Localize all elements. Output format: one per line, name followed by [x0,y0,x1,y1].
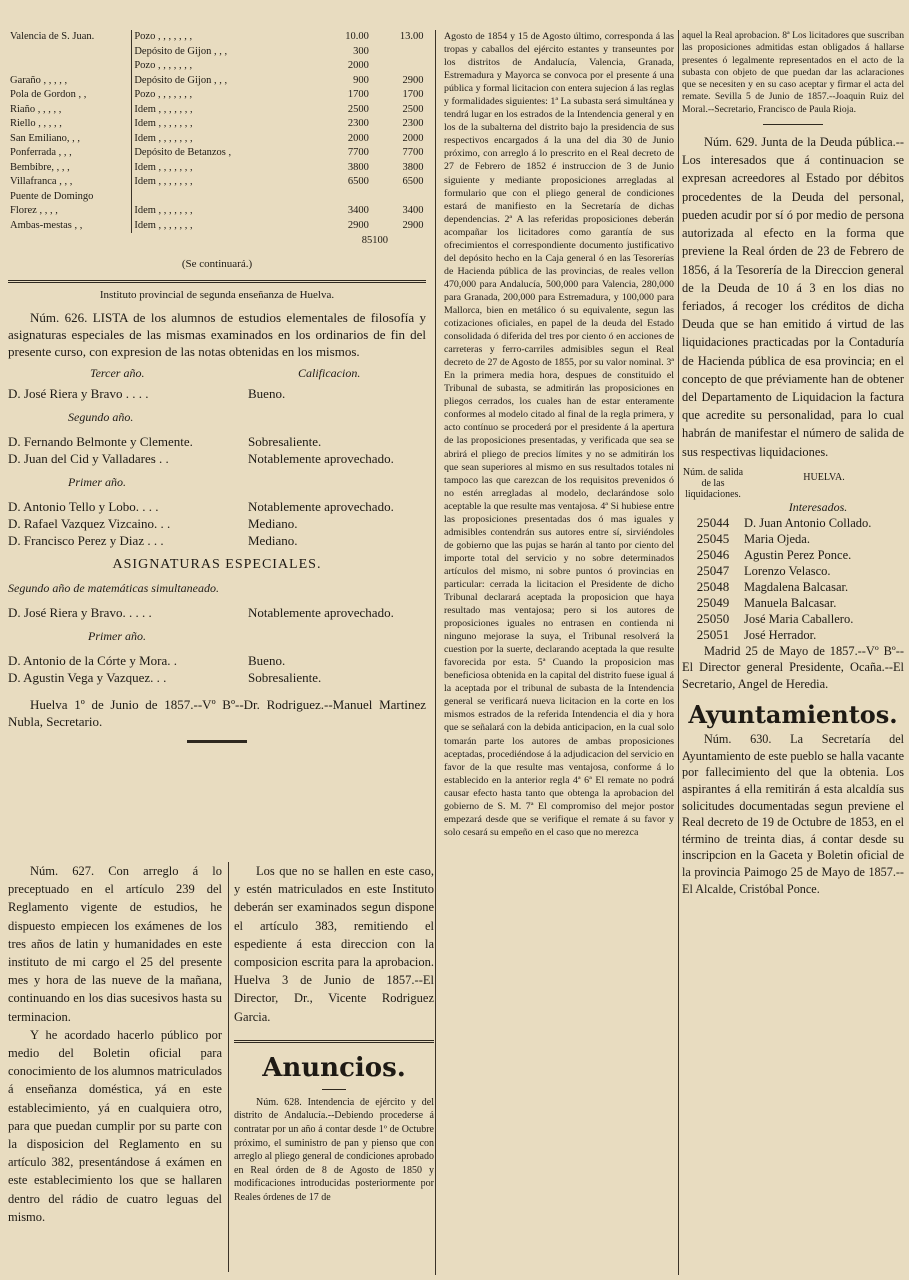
n628-text: Núm. 628. Intendencia de ejército y del distrito de Andalucía.--Debiendo procederse á contratar por un año á contar desde 1º de Octubre próximo, el suministro de pan y pienso que con arreglo al pliego general de condiciones aprobado en Real órden de 8 de Agosto de 1850 y modificaciones introducidas posteriormente por Reales órdenes de 17 de [234,1096,434,1203]
interesado-name: Lorenzo Velasco. [744,563,831,578]
place-cell: Ponferrada , , , [10,147,72,158]
student-row [8,498,426,515]
type-cell: Pozo , , , , , , , [132,30,316,45]
interesados-label: Interesados. [788,499,848,514]
value-cell: 1700 [347,89,369,100]
interesado-name: D. Juan Antonio Collado. [744,515,872,530]
place-cell: San Emiliano, , , [10,132,80,144]
liquidacion-row [682,627,904,643]
instituto-intro: Núm. 626. LISTA de los alumnos de estudios elementales de filosofía y asignaturas especiales de las mismas examinados en los ordinarios de fin del presente curso, con expresion de las notas obtenidas en los mismos. [8,310,426,359]
place-cell: Pola de Gordon , , [10,89,87,100]
type-cell: Idem , , , , , , , [132,132,316,147]
liquidacion-row [682,515,904,531]
student-name: D. Antonio de la Córte y Mora. . [8,653,177,668]
student-row [8,450,426,467]
student-name: D. Rafael Vazquez Vizcaino. . . [8,516,171,531]
student-row [8,532,426,549]
grade-label: Calificacion. [298,366,361,380]
place-cell: Ambas-mestas , , [10,219,83,231]
table-row [8,59,426,74]
place-cell: Valencia de S. Juan. [10,31,95,42]
table-row [8,30,426,45]
liquidacion-row [682,531,904,547]
table-row [8,132,426,147]
student-grade: Notablemente aprovechado. [248,499,394,514]
subtotal-cell: 13.00 [399,31,424,42]
table-row [8,117,426,132]
table-row [8,190,426,205]
table-row [8,175,426,190]
segundo-list [8,433,426,467]
liquidacion-row [682,563,904,579]
student-grade: Notablemente aprovechado. [248,451,394,466]
liquidacion-number: 25044 [696,514,730,530]
liquidacion-number: 25047 [696,562,730,578]
student-row [8,433,426,450]
value-cell: 900 [353,74,369,86]
place-cell: Riaño , , , , , [10,103,62,115]
localities-table [8,30,426,233]
liquidacion-number: 25046 [696,546,730,562]
subtotal-cell: 2900 [402,219,424,231]
n627-para-3: Los que no se hallen en este caso, y estén matriculados en este Instituto deberán ser examinados segun dispone el artículo 383, remitiendo el espediente á esta direccion con la composicion escrita para la aprobacion. Huelva 3 de Junio de 1857.--El Director, Dr., Vicente Rodriguez Garcia. [234,864,434,1024]
liquidacion-row [682,611,904,627]
type-cell: Idem , , , , , , , [132,219,316,234]
n627-para-1: Núm. 627. Con arreglo á lo preceptuado en el artículo 239 del Reglamento vigente de estudios, he dispuesto empiecen los exámenes de los tres años de latin y humanidades en este instituto de mi cargo el 25 del presente mes y hora de las nueve de la mañana, continuando en los dias sucesivos hasta su terminacion. [8,864,222,1024]
liquidacion-number: 25049 [696,594,730,610]
subtotal-cell: 2900 [402,74,424,86]
value-cell: 10.00 [345,31,369,42]
subtotal-cell [371,59,426,74]
place-cell: Villafranca , , , [10,176,73,187]
subtotal-cell: 2000 [402,132,424,144]
value-cell: 3400 [347,205,369,216]
student-grade: Bueno. [248,653,286,668]
tercer-list [8,385,426,402]
student-row [8,669,426,686]
n627-continuation-column [234,862,434,1205]
left-wide-column [8,30,426,749]
type-cell: Pozo , , , , , , , [132,88,316,103]
table-row [8,74,426,89]
type-cell: Depósito de Betanzos , [132,146,316,161]
student-grade: Sobresaliente. [248,670,322,685]
type-cell: Pozo , , , , , , , [132,59,316,74]
column-rule [678,30,679,1275]
table-row [8,204,426,219]
anuncios-title: Anuncios. [262,1052,406,1083]
place-cell: Bembibre, , , , [10,161,70,173]
type-cell: Idem , , , , , , , [132,161,316,176]
table-total: 85100 [361,235,388,246]
liquidacion-number: 25051 [696,626,730,642]
table-row [8,219,426,234]
primer-list [8,498,426,549]
n627-para-2: Y he acordado hacerlo público por medio del Boletin oficial para conocimiento de los alumnos matriculados á enseñanza doméstica, yá en este establecimiento, yá en cualquiera otro, para que puedan cumplir por su parte con la disposicion del Reglamento en su artículo 382, presentándose á exámen en este establecimiento los que se hallaren dentro del rádio de cuatro leguas del mismo. [8,1027,222,1224]
student-grade: Bueno. [248,386,286,401]
right-column [682,30,904,897]
section-divider [234,1040,434,1043]
interesado-name: Maria Ojeda. [744,531,810,546]
student-grade: Mediano. [248,516,298,531]
student-name: D. Fernando Belmonte y Clemente. [8,434,193,449]
value-cell: 300 [353,45,369,57]
especiales-title: ASIGNATURAS ESPECIALES. [112,557,322,572]
student-name: D. José Riera y Bravo . . . . [8,386,149,401]
segundo-label: Segundo año. [68,410,134,424]
type-cell: Depósito de Gijon , , , [132,45,316,60]
student-name: D. Antonio Tello y Lobo. . . . [8,499,159,514]
section-divider [8,280,426,283]
liquidacion-number: 25045 [696,530,730,546]
liquidacion-number: 25050 [696,610,730,626]
ayuntamientos-title: Ayuntamientos. [688,700,898,730]
liquidaciones-number-header: Núm. de salida de las liquidaciones. [682,466,744,500]
table-row [8,103,426,118]
student-grade: Mediano. [248,533,298,548]
liquidacion-number: 25048 [696,578,730,594]
table-row [8,45,426,60]
subtotal-cell: 3400 [402,205,424,216]
table-row [8,88,426,103]
subtotal-cell [371,190,426,205]
student-row [8,604,426,621]
province-header: HUELVA. [803,471,845,483]
value-cell: 3800 [347,161,369,173]
subasta-text: Agosto de 1854 y 15 de Agosto último, corresponda á las tropas y caballos del ejército estantes y transeuntes por los distritos de Andalucía, Valencia, Granada, Estremadura y Mayorca se convoca por el presente á una pública y formal licitacion con entera sujecion á las reglas y formalidades siguientes: 1ª La subasta será simultánea y tendrá lugar en los estrados de la Intendencia general y en los de la subalterna del distrito bajo la presidencia de sus respectivos encargados á la una del dia 30 de Junio próximo, con arreglo á lo prescrito en el Real decreto de 27 de Febrero de 1852 é instruccion de 3 de Junio siguiente y mediante proposiciones arregladas al formulario que con el pliego general de condiciones estará de manifiesto en la Secretaría de dichas dependencias. 2ª A las referidas proposiciones deberán acompañar los licitadores como garantía de sus ofrecimientos el correspondiente documento justificativo del depósito hecho en la Caja general ó en las Tesorerías de Hacienda pública de las provincias, de reales vellon 470,000 para Andalucía, 500,000 para Valencia, 280,000 para Granada, 200,000 para Estremadura, y 100,000 para Mallorca, bien en metálico ó su equivalente, segun las cotizaciones oficiales, en papel de la deuda del Estado consolidada ó diferida del tres por ciento ó en acciones de carreteras y ferro-carriles admisibles segun el Real decreto de 27 de Agosto de 1855, por su valor nominal. 3ª En la primera media hora, despues de constituido el Tribunal de subasta, se admitirán las proposiciones en pliegos cerrados, los cuales han de estar enteramente conformes al modelo citado al final de la regla primera, y acto contínuo se procederá por el presidente á la apertura de las proposiciones presentadas, y verificada que sea se abrirá el pliego de precios límites y no se admitirán los que sean superiores al mismo en sus resultados totales ni tampoco las que carezcan de los requisitos prevenidos ó no estén arregladas al modelo, declarándose solo aceptable la que resulte mas ventajosa. 4ª Si hubiese entre las proposiciones presentadas dos ó mas iguales y admisibles contendrán sus autores entre sí, sirviéndoles de gobierno que las pujas se harán al tanto por ciento del importe total del servicio y no sobre determinados artículos del mismo, ni sobre puntos ó provincias en particular: cerrada la licitacion el Presidente de dicho Tribunal declarará aceptada la proposicion que haya resultado mas ventajosa; pero si los autores de proposiciones iguales no entrasen en contienda ni ninguno mejorase la suya, el Tribunal resolverá la cuestion por la suerte, declarando aceptada la que resulte favorecida por esta. 5ª Cuando la proposicion mas beneficiosa obtenida en la capital del distrito fuese igual á la aceptada por el tribunal de subasta de la Intendencia general se verificará nueva licitacion en la corte en los mismos estrados de la referida Intendencia el dia y hora que se señalará con la debida anticipacion, en la cual solo tomarán parte los autores de ambas proposiciones aceptadas, procediéndose á la adjudicacion del servicio en favor de la que resulte mas ventajosa, conforme á lo establecido en la anterior regla 4ª 6ª El remate no podrá causar efecto hasta tanto que obtenga la aprobacion del gobierno de S. M. 7ª El compromiso del mejor postor empezará desde que se verifique el remate á su favor y solo cesará su empeño en el caso que no merezca [444,31,674,838]
primer-label: Primer año. [68,475,126,489]
place-cell: Riello , , , , , [10,118,62,129]
value-cell: 2300 [347,118,369,129]
value-cell: 2500 [347,103,369,115]
type-cell: Idem , , , , , , , [132,117,316,132]
continued-note: (Se continuará.) [181,258,253,270]
type-cell: Idem , , , , , , , [132,204,316,219]
student-grade: Sobresaliente. [248,434,322,449]
interesado-name: Manuela Balcasar. [744,595,837,610]
instituto-heading: Instituto provincial de segunda enseñanza de Huelva. [99,289,335,301]
table-row [8,146,426,161]
column-rule [435,30,436,1275]
section-divider [187,740,247,743]
value-cell: 6500 [347,176,369,187]
subtotal-cell [371,45,426,60]
subtotal-cell: 2300 [402,118,424,129]
year-label: Tercer año. [90,366,145,380]
student-row [8,385,426,402]
liquidaciones-sign: Madrid 25 de Mayo de 1857.--Vº Bº--El Director general Presidente, Ocaña.--El Secretario, Angel de Heredia. [682,643,904,691]
student-name: D. Juan del Cid y Valladares . . [8,451,169,466]
value-cell [316,190,371,205]
table-row [8,161,426,176]
year-grade-header [8,366,426,381]
place-cell: Puente de Domingo [10,190,94,202]
place-cell: Florez , , , , [10,205,58,216]
value-cell: 7700 [347,147,369,158]
n627-column [8,862,222,1226]
type-cell: Idem , , , , , , , [132,175,316,190]
subasta-end: aquel la Real aprobacion. 8ª Los licitadores que suscriban las proposiciones admitidas estan obligados á hallarse presentes ó legalmente representados en el acto de la subasta con objeto de que puedan dar las aclaraciones que se necesiten y en su caso aceptar y firmar el acta del remate. Sevilla 5 de Junio de 1857.--Joaquin Ruiz del Moral.--Secretario, Francisco de Paula Rioja. [682,30,904,115]
n629-text: Núm. 629. Junta de la Deuda pública.--Los interesados que á continuacion se expresan acreedores al Estado por débitos procedentes de la Deuda del personal, pueden acudir por sí ó por medio de persona autorizada al efecto en la forma que previene la Real órden de 23 de Febrero de 1856, á la Tesorería de la Direccion general de la Deuda de 10 á 3 en los dias no feriados, á recoger los créditos de dicha Deuda que se han emitido á virtud de las liquidaciones practicadas por la Contaduría de Hacienda pública de esa provincia; en el concepto de que préviamente han de obtener del Departamento de Liquidacion la factura que acredite su personalidad, para lo cual habrán de manifestar el número de salida de sus respectivas liquidaciones. [682,135,904,459]
student-row [8,515,426,532]
instituto-sign: Huelva 1º de Junio de 1857.--Vº Bº--Dr. Rodriguez.--Manuel Martinez Nubla, Secretario. [8,697,426,729]
interesado-name: José Herrador. [744,627,817,642]
type-cell: Depósito de Gijon , , , [132,74,316,89]
student-grade: Notablemente aprovechado. [248,605,394,620]
value-cell: 2900 [347,219,369,231]
type-cell [132,190,316,205]
liquidaciones-header [682,467,904,500]
title-underline [322,1089,346,1090]
subtotal-cell: 6500 [402,176,424,187]
interesado-name: Magdalena Balcasar. [744,579,849,594]
type-cell: Idem , , , , , , , [132,103,316,118]
student-name: D. Agustin Vega y Vazquez. . . [8,670,167,685]
primer2-list [8,652,426,686]
subtotal-cell: 7700 [402,147,424,158]
place-cell [8,45,132,60]
value-cell: 2000 [347,60,369,71]
n630-text: Núm. 630. La Secretaría del Ayuntamiento de este pueblo se halla vacante por fallecimiento del que la obtenia. Los aspirantes á ella remitirán á esta alcaldía sus solicitudes documentadas segun previene el Real decreto de 19 de Octubre de 1853, en el término de treinta dias, á contar desde su inscripcion en la Gaceta y Boletin oficial de la provincia Paimogo 25 de Mayo de 1857.--El Alcalde, Cristóbal Ponce. [682,732,904,896]
liquidaciones-list [682,515,904,643]
liquidacion-row [682,547,904,563]
matematicas-list [8,604,426,621]
primer2-label: Primer año. [88,629,146,643]
interesado-name: Agustin Perez Ponce. [744,547,852,562]
column-rule [228,862,229,1272]
liquidacion-row [682,595,904,611]
subtotal-cell: 1700 [402,89,424,100]
student-name: D. José Riera y Bravo. . . . . [8,605,152,620]
subasta-column [444,30,674,839]
place-cell [8,59,132,74]
interesado-name: José Maria Caballero. [744,611,854,626]
liquidacion-row [682,579,904,595]
matematicas-label: Segundo año de matemáticas simultaneado. [8,581,219,595]
value-cell: 2000 [347,132,369,144]
section-divider [763,124,823,125]
place-cell: Garaño , , , , , [10,74,68,86]
subtotal-cell: 2500 [402,103,424,115]
student-row [8,652,426,669]
student-name: D. Francisco Perez y Diaz . . . [8,533,164,548]
subtotal-cell: 3800 [402,161,424,173]
